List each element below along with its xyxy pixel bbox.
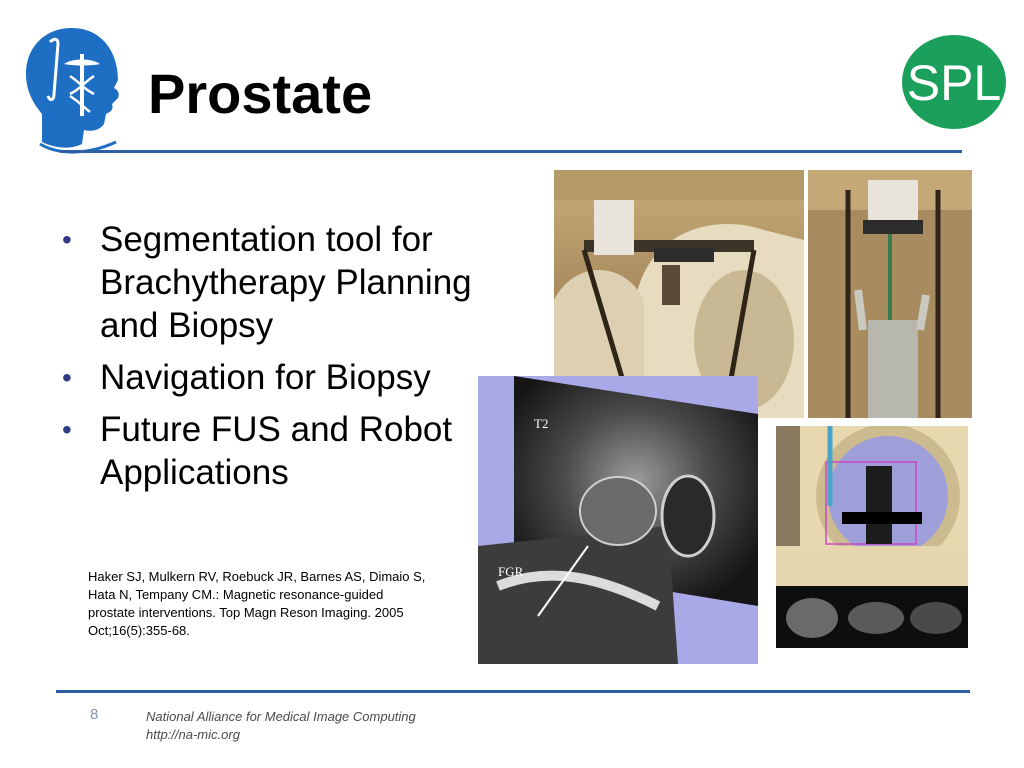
bullet-item — [62, 408, 482, 494]
robot-3d-model-image — [776, 426, 968, 648]
title-divider — [60, 150, 962, 153]
bullet-icon: • — [62, 362, 72, 393]
bullet-item — [62, 218, 482, 347]
mri-label-fgr: FGR — [498, 564, 524, 579]
footer-url[interactable]: http://na-mic.org — [146, 727, 240, 742]
bullet-text: Segmentation tool for Brachytherapy Planning and Biopsy — [100, 220, 472, 345]
mri-label-t2: T2 — [534, 416, 549, 431]
citation: Haker SJ, Mulkern RV, Roebuck JR, Barnes AS, Dimaio S, Hata N, Tempany CM.: Magnetic resonance-guided prostate interventions. Top Magn Reson Imaging. 2005 Oct;16(5):355-68. — [88, 569, 426, 638]
bullet-list — [62, 218, 482, 503]
page-number: 8 — [90, 706, 99, 723]
bullet-item — [62, 356, 482, 399]
mri-slices-image — [478, 376, 758, 664]
slide-title: Prostate — [148, 62, 373, 125]
robot-photo-right — [808, 170, 972, 418]
bullet-icon: • — [62, 414, 72, 445]
footer-organization: National Alliance for Medical Image Computing — [146, 709, 416, 724]
slicer-logo — [20, 24, 124, 154]
footer-divider — [56, 690, 970, 693]
spl-logo — [900, 34, 1008, 130]
bullet-text: Future FUS and Robot Applications — [100, 410, 453, 492]
bullet-icon: • — [62, 224, 72, 255]
spl-logo-text: SPL — [906, 55, 1002, 111]
bullet-text: Navigation for Biopsy — [100, 358, 431, 397]
